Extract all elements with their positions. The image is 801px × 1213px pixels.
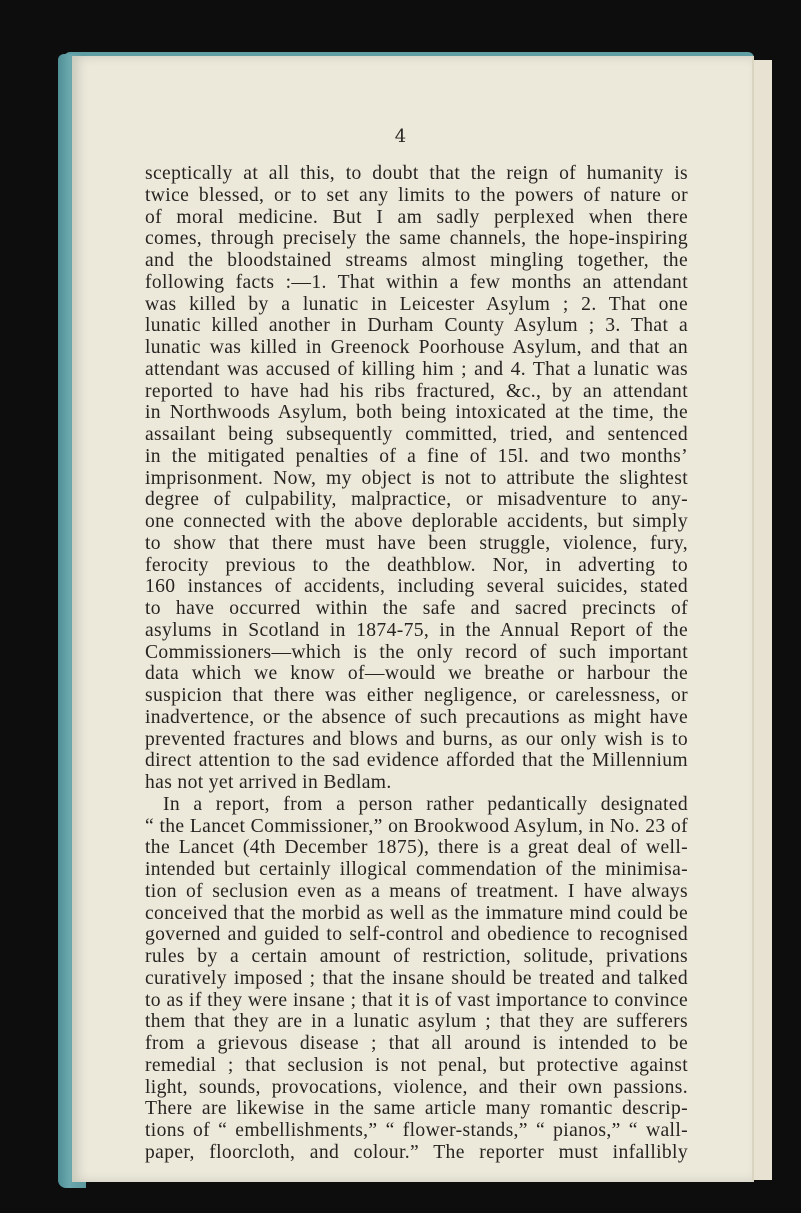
text-line: remedial ; that seclusion is not penal, but protective against: [145, 1054, 688, 1076]
text-line: 160 instances of accidents, including several suicides, stated: [145, 576, 688, 598]
text-line: of moral medicine. But I am sadly perplexed when there: [145, 206, 688, 228]
text-line: attendant was accused of killing him ; and 4. That a lunatic was: [145, 358, 688, 380]
text-line: conceived that the morbid as well as the immature mind could be: [145, 902, 688, 924]
text-line: lunatic killed another in Durham County Asylum ; 3. That a: [145, 315, 688, 337]
text-line: paper, floorcloth, and colour.” The reporter must infallibly: [145, 1141, 688, 1163]
text-line: imprisonment. Now, my object is not to attribute the slightest: [145, 467, 688, 489]
text-line: degree of culpability, malpractice, or misadventure to any-: [145, 489, 688, 511]
text-line: inadvertence, or the absence of such precautions as might have: [145, 706, 688, 728]
text-line: has not yet arrived in Bedlam.: [145, 772, 392, 793]
text-line: light, sounds, provocations, violence, and their own passions.: [145, 1076, 688, 1098]
text-line: “ the Lancet Commissioner,” on Brookwood Asylum, in No. 23 of: [145, 815, 688, 837]
text-line: direct attention to the sad evidence afforded that the Millennium: [145, 750, 688, 772]
text-line: asylums in Scotland in 1874-75, in the Annual Report of the: [145, 619, 688, 641]
text-line: curatively imposed ; that the insane should be treated and talked: [145, 967, 688, 989]
body-text: [145, 163, 688, 1164]
text-line: to as if they were insane ; that it is of vast importance to convince: [145, 989, 688, 1011]
text-line: intended but certainly illogical commendation of the minimisa-: [145, 859, 688, 880]
text-line: was killed by a lunatic in Leicester Asylum ; 2. That one: [145, 293, 688, 315]
text-line: to have occurred within the safe and sacred precincts of: [145, 598, 688, 619]
paragraph-1: [145, 163, 688, 794]
text-line: rules by a certain amount of restriction, solitude, privations: [145, 946, 688, 967]
text-line: one connected with the above deplorable accidents, but simply: [145, 511, 688, 532]
text-line: lunatic was killed in Greenock Poorhouse Asylum, and that an: [145, 337, 688, 358]
page-number: 4: [394, 126, 407, 147]
text-line: following facts :—1. That within a few months an attendant: [145, 271, 688, 293]
text-line: sceptically at all this, to doubt that the reign of humanity is: [145, 163, 688, 184]
text-line: suspicion that there was either negligence, or carelessness, or: [145, 685, 688, 706]
text-line: ferocity previous to the deathblow. Nor, in adverting to: [145, 554, 688, 576]
text-line: from a grievous disease ; that all around is intended to be: [145, 1033, 688, 1054]
paragraph-2: [145, 794, 688, 1164]
text-line: twice blessed, or to set any limits to the powers of nature or: [145, 184, 688, 206]
text-line: reported to have had his ribs fractured, &c., by an attendant: [145, 380, 688, 402]
text-line: tions of “ embellishments,” “ flower-stands,” “ pianos,” “ wall-: [145, 1120, 688, 1141]
text-line: in Northwoods Asylum, both being intoxicated at the time, the: [145, 402, 688, 424]
text-line: assailant being subsequently committed, tried, and sentenced: [145, 424, 688, 445]
text-line: In a report, from a person rather pedantically designated: [163, 793, 688, 815]
text-line: data which we know of—would we breathe or harbour the: [145, 663, 688, 685]
text-line: governed and guided to self-control and obedience to recognised: [145, 924, 688, 946]
text-line: and the bloodstained streams almost mingling together, the: [145, 250, 688, 271]
text-line: the Lancet (4th December 1875), there is a great deal of well-: [145, 837, 688, 859]
text-line: comes, through precisely the same channels, the hope-inspiring: [145, 228, 688, 250]
text-line: to show that there must have been struggle, violence, fury,: [145, 532, 688, 554]
text-line: tion of seclusion even as a means of treatment. I have always: [145, 880, 688, 902]
text-line: Commissioners—which is the only record of such important: [145, 641, 688, 663]
text-line: There are likewise in the same article many romantic descrip-: [145, 1098, 688, 1120]
text-line: them that they are in a lunatic asylum ; that they are sufferers: [145, 1011, 688, 1033]
text-line: prevented fractures and blows and burns, as our only wish is to: [145, 728, 688, 750]
text-line: in the mitigated penalties of a fine of 15l. and two months’: [145, 445, 688, 467]
